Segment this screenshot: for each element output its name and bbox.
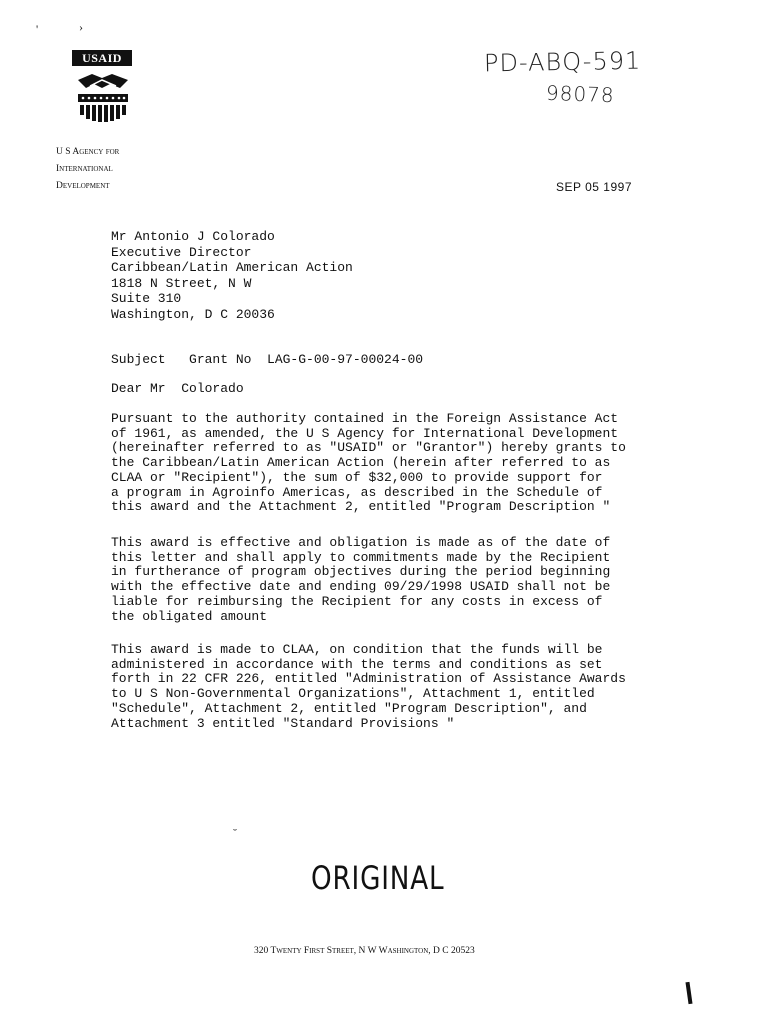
footer-address: 320 Twenty First Street, N W Washington, D C 20523 (254, 946, 475, 956)
handwritten-document-id: PD-ABQ-591 (483, 46, 642, 78)
paragraph-line: with the effective date and ending 09/29/1998 USAID shall not be (111, 579, 611, 595)
paragraph-line: in furtherance of program objectives during the period beginning (111, 564, 611, 580)
usaid-logo-wordmark: USAID (72, 50, 132, 66)
paragraph-line: This award is made to CLAA, on condition that the funds will be (111, 642, 603, 657)
subject-line: Subject Grant No LAG-G-00-97-00024-00 (111, 352, 424, 367)
paragraph-line: this award and the Attachment 2, entitled "Program Description " (111, 499, 611, 515)
paragraph-line: the obligated amount (111, 608, 268, 624)
usaid-logo (72, 50, 134, 130)
body-paragraph-1 (111, 412, 675, 515)
paragraph-line: a program in Agroinfo Americas, as described in the Schedule of (111, 484, 603, 500)
address-line: 1818 N Street, N W (111, 275, 252, 291)
paragraph-line: CLAA or "Recipient"), the sum of $32,000 to provide support for (111, 469, 603, 485)
recipient-address (111, 229, 353, 323)
paragraph-line: Pursuant to the authority contained in the Foreign Assistance Act (111, 411, 619, 426)
paragraph-line: (hereinafter referred to as "USAID" or "Grantor") hereby grants to (111, 440, 626, 456)
scan-speck: › (79, 20, 83, 34)
scan-speck: ˘ (233, 826, 237, 840)
paragraph-line: administered in accordance with the terms and conditions as set (111, 656, 603, 672)
paragraph-line: this letter and shall apply to commitments made by the Recipient (111, 549, 611, 565)
date-stamp: SEP 05 1997 (556, 180, 633, 194)
salutation: Dear Mr Colorado (111, 381, 244, 396)
paragraph-line: of 1961, as amended, the U S Agency for International Development (111, 425, 619, 441)
paragraph-line: to U S Non-Governmental Organizations", Attachment 1, entitled (111, 686, 595, 702)
paragraph-line: This award is effective and obligation is made as of the date of (111, 535, 611, 550)
agency-name-line: U S Agency for (56, 147, 120, 157)
address-line: Caribbean/Latin American Action (111, 260, 353, 276)
paragraph-line: the Caribbean/Latin American Action (herein after referred to as (111, 455, 611, 471)
address-line: Executive Director (111, 244, 252, 260)
paragraph-line: forth in 22 CFR 226, entitled "Administration of Assistance Awards (111, 671, 626, 687)
agency-name-line: Development (56, 181, 110, 191)
original-stamp: ORIGINAL (311, 859, 445, 897)
address-line: Suite 310 (111, 291, 182, 307)
body-paragraph-2 (111, 536, 675, 624)
paragraph-line: liable for reimbursing the Recipient for any costs in excess of (111, 593, 603, 609)
agency-name-line: International (56, 164, 113, 174)
address-line: Mr Antonio J Colorado (111, 229, 275, 244)
body-paragraph-3 (111, 643, 675, 731)
scan-speck: ' (36, 22, 39, 36)
handshake-shield-icon (72, 66, 134, 128)
handwritten-number: 98078 (545, 80, 616, 108)
address-line: Washington, D C 20036 (111, 306, 275, 322)
agency-name (56, 144, 176, 195)
paragraph-line: Attachment 3 entitled "Standard Provisions " (111, 715, 455, 731)
paragraph-line: "Schedule", Attachment 2, entitled "Program Description", and (111, 700, 587, 716)
scan-edge-mark (685, 982, 692, 1004)
